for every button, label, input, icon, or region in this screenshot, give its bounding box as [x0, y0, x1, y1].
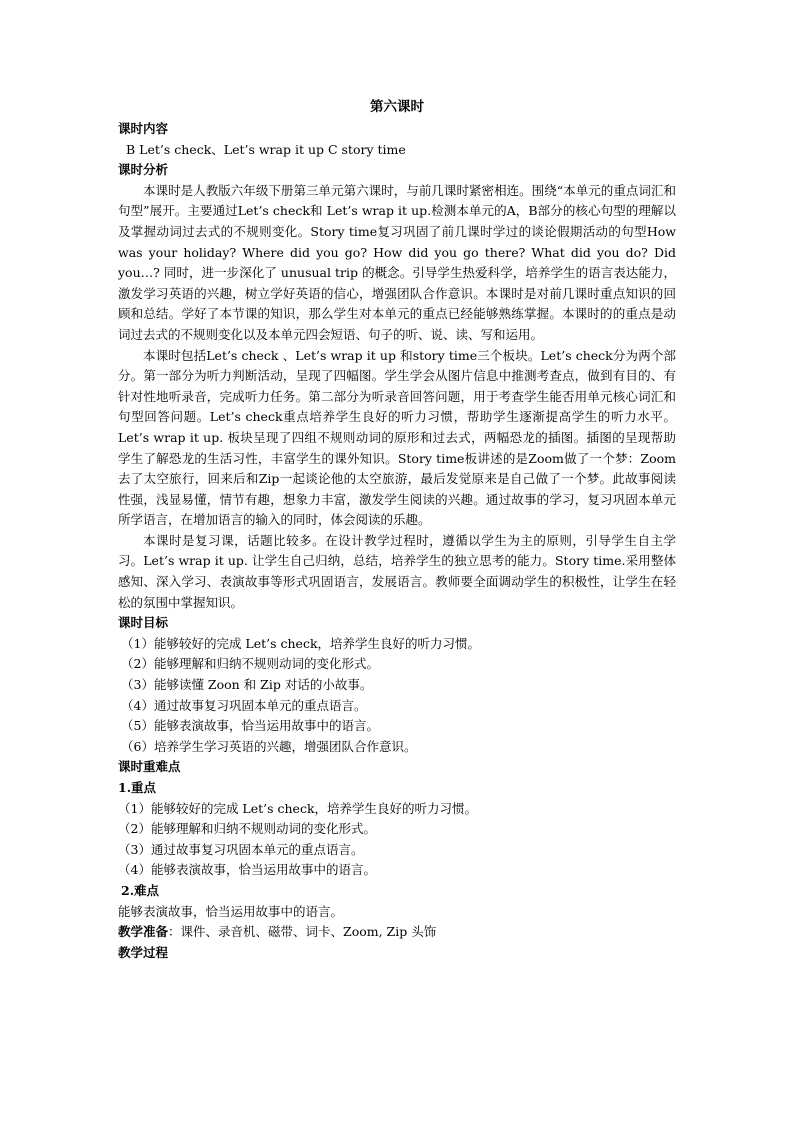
page-title: 第六课时 — [370, 99, 424, 115]
key-point-item: （2）能够理解和归纳不规则动词的变化形式。 — [118, 821, 376, 837]
key-point-item: （4）能够表演故事，恰当运用故事中的语言。 — [118, 862, 376, 878]
teaching-prep-text: ：课件、录音机、磁带、词卡、Zoom, Zip 头饰 — [168, 924, 437, 940]
goal-item: （5）能够表演故事，恰当运用故事中的语言。 — [121, 718, 379, 734]
teaching-prep-label: 教学准备 — [118, 924, 169, 940]
content-text: B Let’s check、Let’s wrap it up C story time — [126, 141, 406, 157]
goal-item: （2）能够理解和归纳不规则动词的变化形式。 — [121, 656, 379, 672]
goal-item: （4）通过故事复习巩固本单元的重点语言。 — [121, 697, 367, 713]
analysis-heading: 课时分析 — [118, 162, 169, 178]
key-points-list — [118, 799, 676, 881]
goal-item: （6）培养学生学习英语的兴趣，增强团队合作意识。 — [121, 738, 417, 754]
key-point-item: （1）能够较好的完成 Let’s check，培养学生良好的听力习惯。 — [118, 800, 478, 816]
content-heading: 课时内容 — [118, 121, 169, 136]
difficult-points-text: 能够表演故事，恰当运用故事中的语言。 — [118, 903, 344, 919]
teaching-prep — [118, 922, 676, 943]
analysis-paragraph-3: 本课时是复习课，话题比较多。在设计教学过程时，遵循以学生为主的原则，引导学生自主学习。Let’s wrap it up. 让学生自己归纳，总结，培养学生的独立思考的能力。Story time.采用整体感知、深入学习、表演故事等形式巩固语言，发展语言。教师要全面调动学生的积极性，让学生在轻松的氛围中掌握知识。 — [118, 532, 676, 610]
goal-item: （3）能够读懂 Zoon 和 Zip 对话的小故事。 — [121, 677, 373, 693]
goals-heading: 课时目标 — [118, 615, 169, 631]
key-difficult-heading: 课时重难点 — [118, 759, 181, 775]
goal-item: （1）能够较好的完成 Let’s check，培养学生良好的听力习惯。 — [121, 635, 481, 651]
analysis-paragraph-2: 本课时包括Let’s check 、Let’s wrap it up 和story time三个板块。Let’s check分为两个部分。第一部分为听力判断活动，呈现了四幅图。学生学会从图片信息中推测考查点，做到有目的、有针对性地听录音，完成听力任务。第二部分为听录音回答问题，用于考查学生能否用单元核心词汇和句型回答问题。Let’s check重点培养学生良好的听力习惯，帮助学生逐渐提高学生的听力水平。Let’s wrap it up. 板块呈现了四组不规则动词的原形和过去式，两幅恐龙的插图。插图的呈现帮助学生了解恐龙的生活习性，丰富学生的课外知识。Story time板讲述的是Zoom做了一个梦：Zoom去了太空旅行，回来后和Zip一起谈论他的太空旅游，最后发觉原来是自己做了一个梦。此故事阅读性强，浅显易懂，情节有趣，想象力丰富，激发学生阅读的兴趣。通过故事的学习，复习巩固本单元所学语言，在增加语言的输入的同时，体会阅读的乐趣。 — [118, 347, 676, 528]
key-points-subheading: 1.重点 — [118, 780, 157, 795]
key-point-item: （3）通过故事复习巩固本单元的重点语言。 — [118, 841, 364, 857]
goals-list — [118, 634, 676, 758]
difficult-points-subheading: 2.难点 — [121, 882, 160, 898]
analysis-paragraph-1: 本课时是人教版六年级下册第三单元第六课时，与前几课时紧密相连。围绕“本单元的重点词汇和句型”展开。主要通过Let’s check和 Let’s wrap it up.检测本单元的A，B部分的核心句型的理解以及掌握动词过去式的不规则变化。Story time复习巩固了前几课时学过的谈论假期活动的句型How was your holiday? Where did you go? How did you go there? What did you do? Did you…? 同时，进一步深化了 unusual trip 的概念。引导学生热爱科学，培养学生的语言表达能力，激发学习英语的兴趣，树立学好英语的信心，增强团队合作意识。本课时是对前几课时重点知识的回顾和总结。学好了本节课的知识，那么学生对本单元的重点已经能够熟练掌握。本课时的的重点是动词过去式的不规则变化以及本单元四会短语、句子的听、说、读、写和运用。 — [118, 182, 676, 342]
teaching-process-heading: 教学过程 — [118, 944, 169, 960]
